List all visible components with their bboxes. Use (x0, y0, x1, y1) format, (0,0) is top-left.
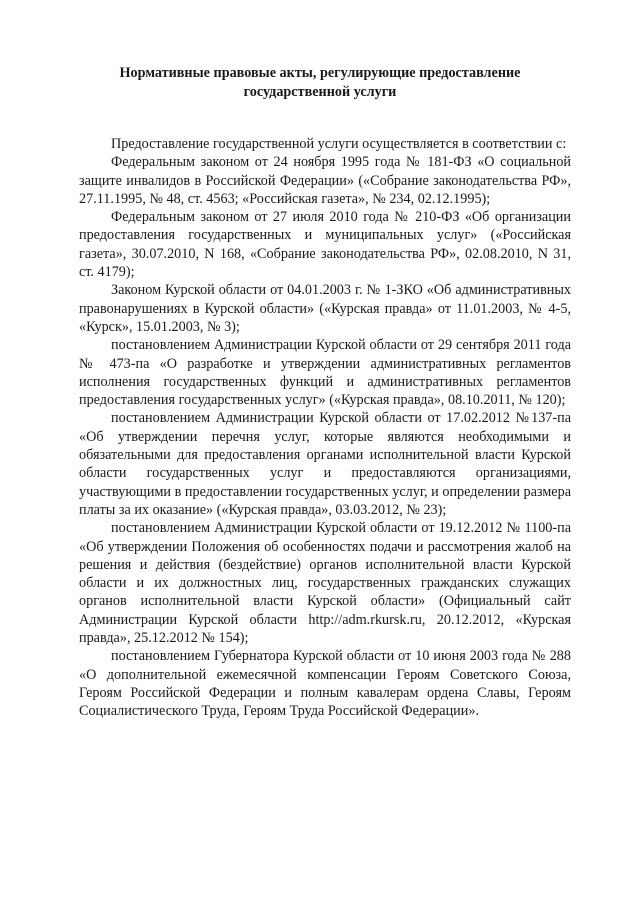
law-210-fz-paragraph: Федеральным законом от 27 июля 2010 года № 210-ФЗ «Об организации предоставления государственных и муниципальных услуг» («Российская газета», 30.07.2010, N 168, «Собрание законодательства РФ», 02.08.2010, N 31, ст. 4179); (79, 209, 571, 281)
document-body (79, 135, 571, 721)
law-181-fz-paragraph: Федеральным законом от 24 ноября 1995 года № 181-ФЗ «О социальной защите инвалидов в Российской Федерации» («Собрание законодательства РФ», 27.11.1995, № 48, ст. 4563; «Российская газета», № 234, 02.12.1995); (79, 154, 571, 207)
title-line-2: государственной услуги (243, 84, 397, 100)
resolution-473-pa-paragraph: постановлением Администрации Курской области от 29 сентября 2011 года № 473-па «О разработке и утверждении административных регламентов исполнения государственных функций и административных регламентов предоставления государственных услуг» («Курская правда», 08.10.2011, № 120); (79, 337, 571, 409)
intro-paragraph: Предоставление государственной услуги осуществляется в соответствии с: (111, 136, 567, 152)
resolution-1100-pa-paragraph: постановлением Администрации Курской области от 19.12.2012 № 1100-па «Об утверждении Положения об особенностях подачи и рассмотрения жалоб на решения и действия (бездействие) органов исполнительной власти Курской области и их должностных лиц, государственных гражданских служащих органов исполнительной власти Курской области» (Официальный сайт Администрации Курской области http://adm.rkursk.ru, 20.12.2012, «Курская правда», 25.12.2012 № 154); (79, 520, 571, 647)
governor-resolution-288-paragraph: постановлением Губернатора Курской области от 10 июня 2003 года № 288 «О дополнительной ежемесячной компенсации Героям Советского Союза, Героям Российской Федерации и полным кавалерам ордена Славы, Героям Социалистического Труда, Героям Труда Российской Федерации». (79, 648, 571, 720)
document-title (60, 64, 580, 102)
law-1-zko-paragraph: Законом Курской области от 04.01.2003 г. № 1-ЗКО «Об административных правонарушениях в Курской области» («Курская правда» от 11.01.2003, № 4-5, «Курск», 15.01.2003, № 3); (79, 282, 571, 335)
resolution-137-pa-paragraph: постановлением Администрации Курской области от 17.02.2012 №137-па «Об утверждении перечня услуг, которые являются необходимыми и обязательными для предоставления органами исполнительной власти Курской области государственных услуг и предоставляются организациями, участвующими в предоставлении государственных услуг, и определении размера платы за их оказание» («Курская правда», 03.03.2012, № 23); (79, 410, 571, 518)
title-line-1: Нормативные правовые акты, регулирующие предоставление (119, 65, 521, 81)
